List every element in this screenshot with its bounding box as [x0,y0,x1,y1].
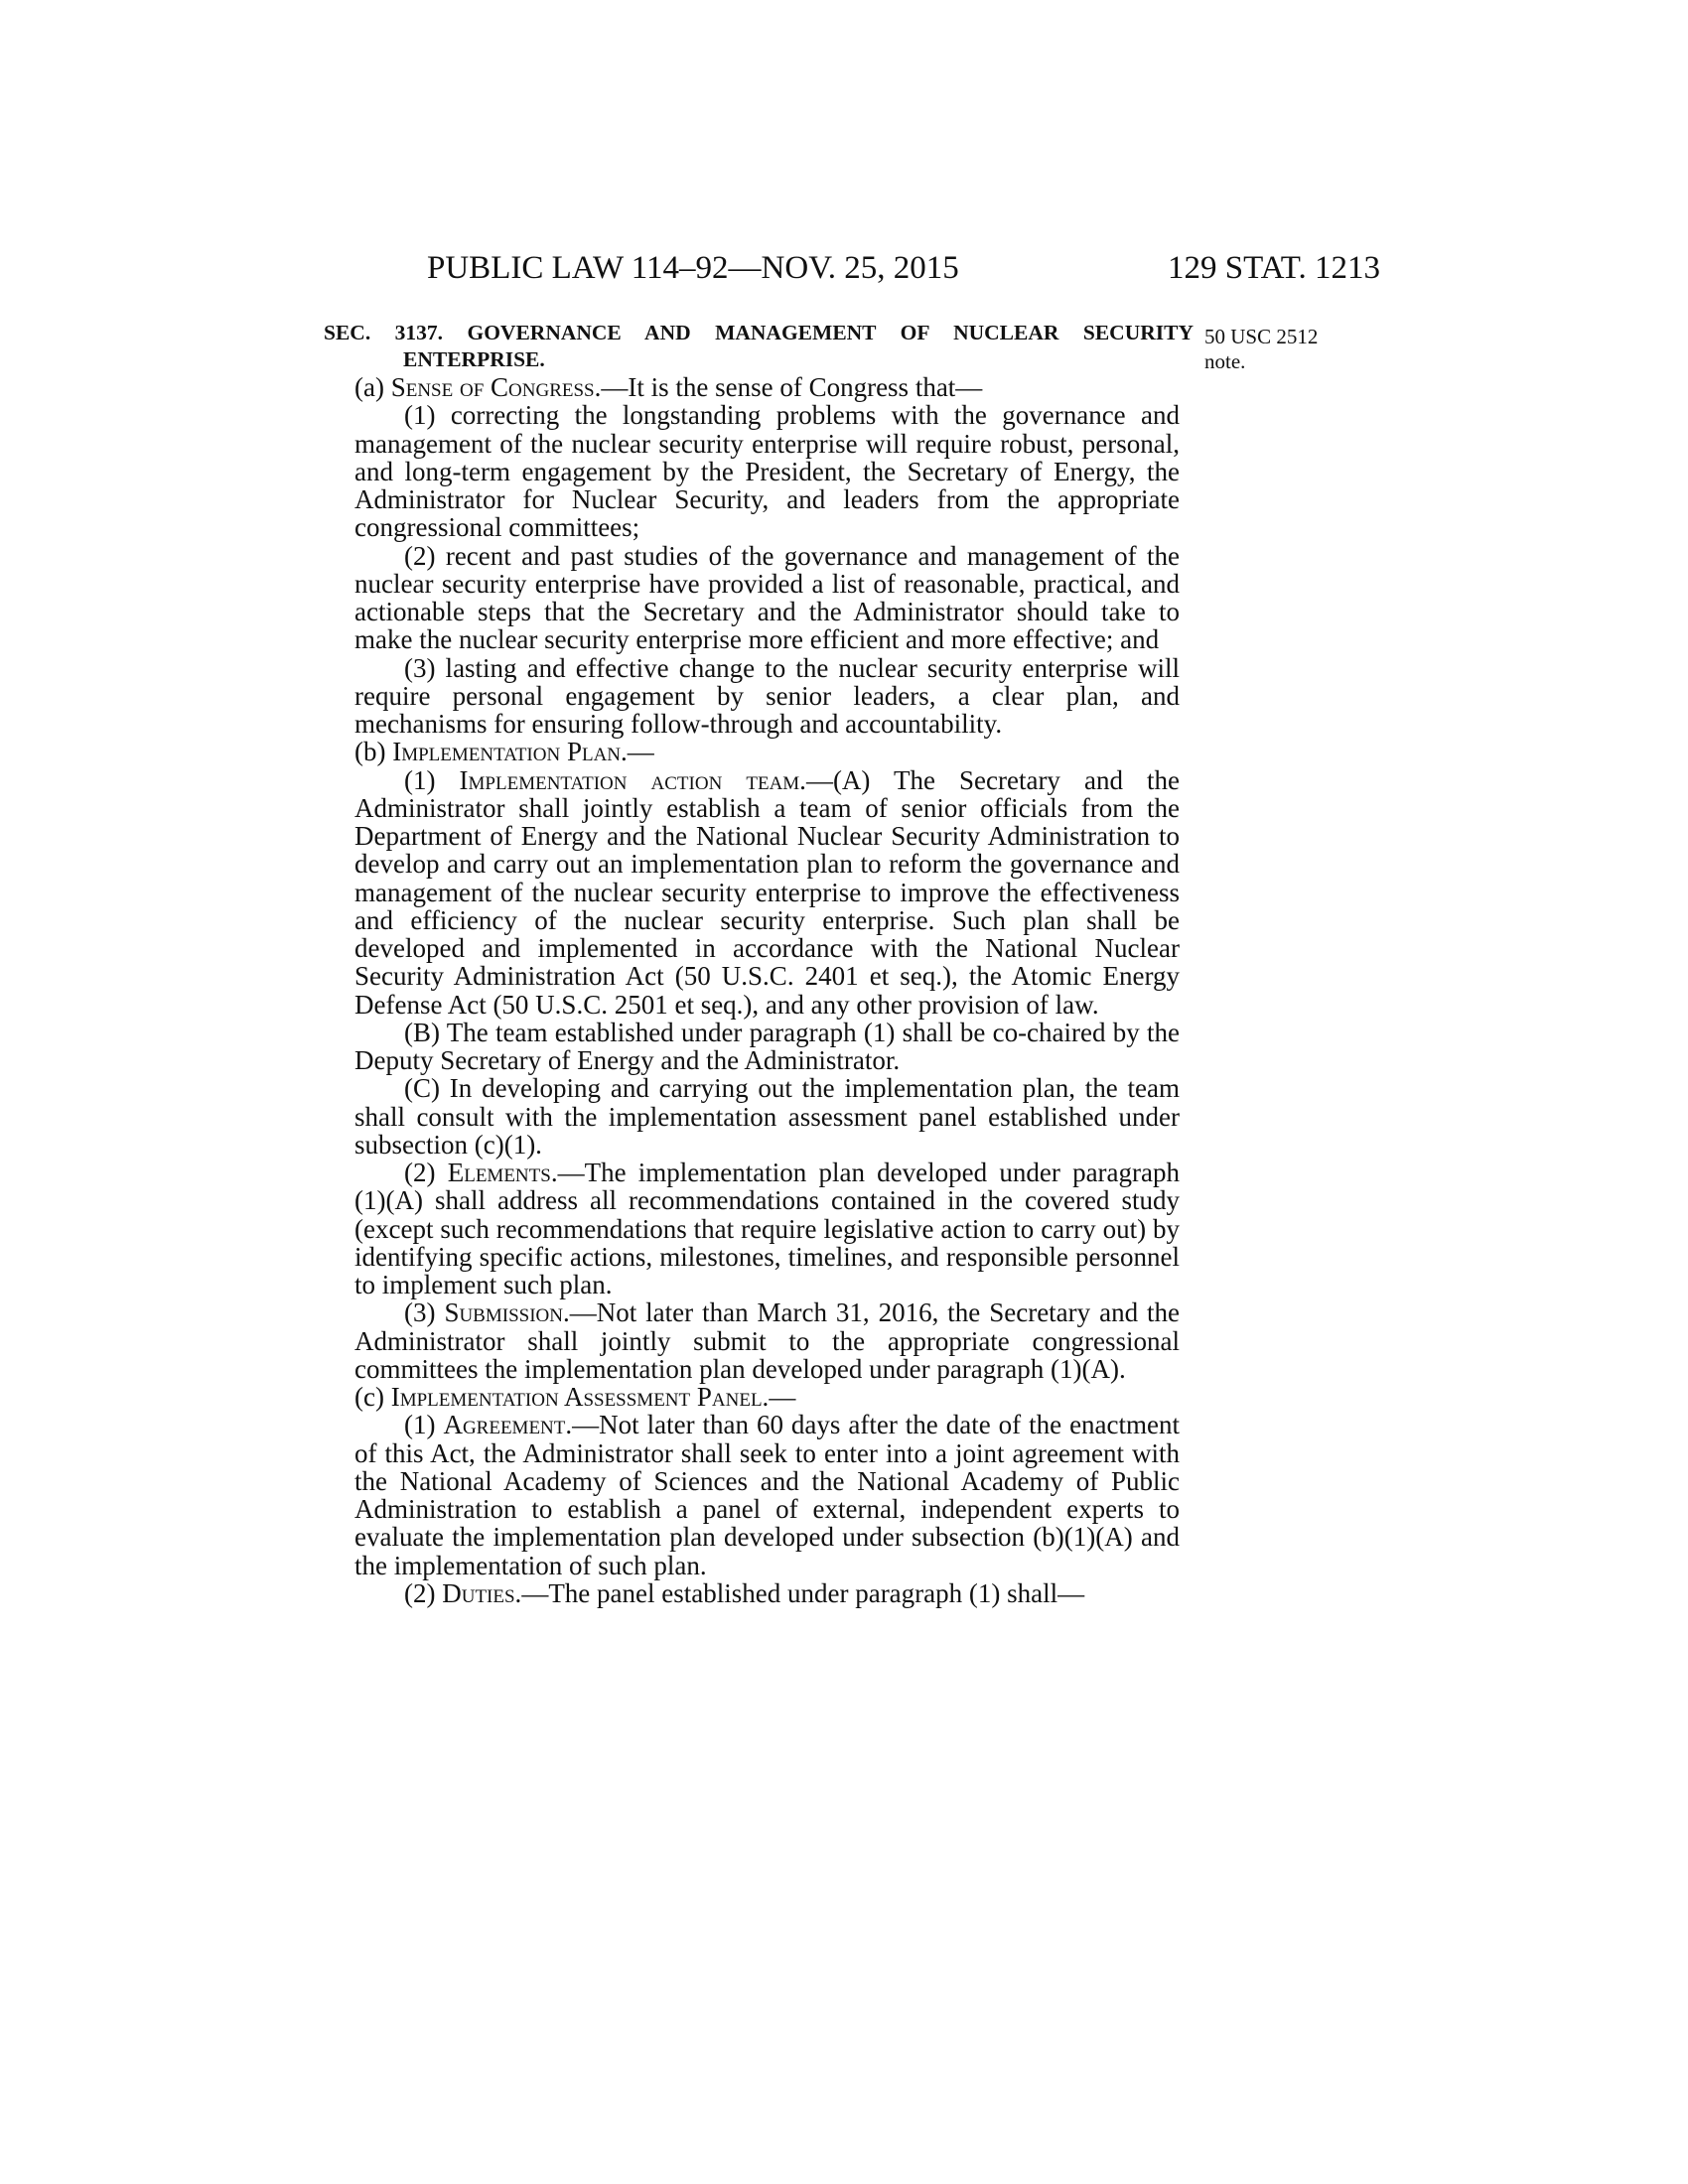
paragraph-b-1: (1) Implementation action team.—(A) The Secretary and the Administrator shall jointly establish a team of senior officials from the Department of Energy and the National Nuclear Security Administration to develop and carry out an implementation plan to reform the governance and management of the nuclear security enterprise to improve the effectiveness and efficiency of the nuclear security enterprise. Such plan shall be developed and implemented in accordance with the National Nuclear Security Administration Act (50 U.S.C. 2401 et seq.), the Atomic Energy Defense Act (50 U.S.C. 2501 et seq.), and any other provision of law. [354,764,1180,1020]
subsection-b-heading: (b) Implementation Plan.— [354,737,654,767]
paragraph-c-1: (1) Agreement.—Not later than 60 days after the date of the enactment of this Act, the Administrator shall seek to enter into a joint agreement with the National Academy of Sciences and the National Academy of Public Administration to establish a panel of external, independent experts to evaluate the implementation plan developed under subsection (b)(1)(A) and the implementation of such plan. [354,1410,1181,1580]
paragraph-c-2: (2) Duties.—The panel established under paragraph (1) shall— [404,1577,1085,1608]
section-body [354,372,1181,1608]
margin-note-citation: 50 USC 2512 [1204,325,1319,348]
paragraph-a-2: (2) recent and past studies of the governance and management of the nuclear security enterprise have provided a list of reasonable, practical, and actionable steps that the Secretary and the Administrator should take to make the nuclear security enterprise more efficient and more effective; and [354,540,1180,655]
margin-note-suffix: note. [1204,349,1246,373]
paragraph-c-1-title: Agreement. [443,1410,573,1440]
paragraph-b-3: (3) Submission.—Not later than March 31, 2016, the Secretary and the Administrator shall jointly submit to the appropriate congressional committees the implementation plan developed under paragraph (1)(A). [354,1297,1181,1384]
paragraph-b-2: (2) Elements.—The implementation plan developed under paragraph (1)(A) shall address all recommendations contained in the covered study (except such recommendations that require legislative action to carry out) by identifying specific actions, milestones, timelines, and responsible personnel to implement such plan. [354,1158,1180,1299]
subsection-c-heading: (c) Implementation Assessment Panel.— [354,1382,796,1412]
subparagraph-b-1-C: (C) In developing and carrying out the implementation plan, the team shall consult with the implementation assessment panel established under subsection (c)(1). [354,1073,1180,1160]
subsection-b-title: Implementation Plan. [392,737,628,767]
running-header [427,246,1380,290]
paragraph-a-3: (3) lasting and effective change to the nuclear security enterprise will require personal engagement by senior leaders, a clear plan, and mechanisms for ensuring follow-through and accountability. [354,652,1180,739]
section-heading-line-2: ENTERPRISE. [403,347,545,371]
section-heading-line-1: SEC. 3137. GOVERNANCE AND MANAGEMENT OF NUCLEAR SECURITY [324,321,1194,344]
public-law-citation: PUBLIC LAW 114–92—NOV. 25, 2015 [427,250,959,286]
statute-page-number: 129 STAT. 1213 [1167,250,1380,286]
paragraph-b-1-title: Implementation action team. [459,764,806,795]
paragraph-c-2-title: Duties. [442,1577,522,1608]
subparagraph-b-1-B: (B) The team established under paragraph (1) shall be co-chaired by the Deputy Secretary of Energy and the Administrator. [354,1017,1180,1075]
paragraph-b-3-title: Submission. [444,1297,570,1328]
margin-note [1204,325,1353,374]
subsection-a-heading: (a) Sense of Congress.—It is the sense of Congress that— [354,372,983,402]
subsection-c-title: Implementation Assessment Panel. [390,1382,770,1412]
paragraph-b-2-title: Elements. [447,1158,558,1187]
paragraph-a-1: (1) correcting the longstanding problems with the governance and management of the nuclear security enterprise will require robust, personal, and long-term engagement by the President, the Secretary of Energy, the Administrator for Nuclear Security, and leaders from the appropriate congressional committees; [354,400,1180,543]
section-heading [324,320,1194,373]
subsection-a-title: Sense of Congress. [390,372,602,402]
